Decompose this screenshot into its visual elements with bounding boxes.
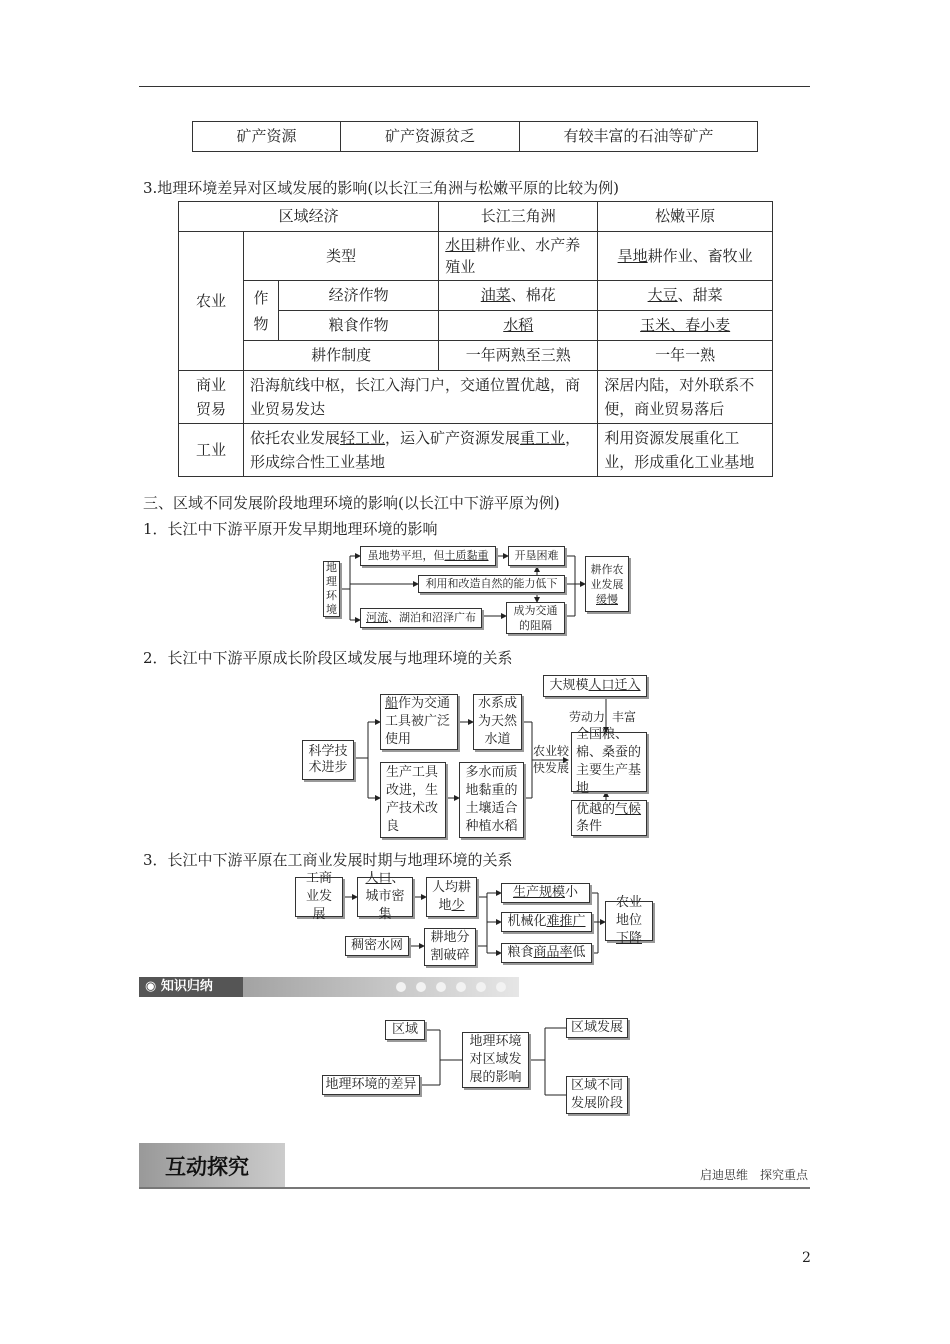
row-trade: 商业 贸易: [179, 371, 244, 424]
grain-b: 玉米、春小麦: [598, 311, 773, 341]
d1-hard-box: 开垦困难: [508, 546, 565, 566]
d1-soil-box: 虽地势平坦，但 土质黏重: [360, 546, 496, 566]
header-songnen: 松嫩平原: [598, 202, 773, 232]
d4-center-box: 地理环境对区域发展的影响: [462, 1032, 529, 1088]
section3-title: 3.地理环境差异对区域发展的影响(以长江三角洲与松嫩平原的比较为例): [143, 179, 620, 197]
banner-dot-icon: [496, 982, 506, 992]
section-header-subtitle: 启迪思维 探究重点: [699, 1168, 808, 1182]
d2-tool-box: 生产工具改进，生产技术改良: [380, 762, 446, 838]
d2-labor-label: 劳动力: [569, 710, 606, 724]
banner-dot-icon: [416, 982, 426, 992]
type-b: 旱地耕作业、畜牧业: [598, 232, 773, 281]
sys-b: 一年一熟: [598, 341, 773, 371]
header-yangtze: 长江三角洲: [439, 202, 598, 232]
grain-a: 水稻: [439, 311, 598, 341]
row-agriculture: 农业: [179, 232, 244, 371]
econ-a: 油菜、棉花: [439, 281, 598, 311]
s1-title: 1．长江中下游平原开发早期地理环境的影响: [143, 520, 438, 538]
banner-dot-icon: [456, 982, 466, 992]
d2-boat-box: 船作为交通工具被广泛使用: [380, 694, 458, 750]
d2-science-box: 科学技术进步: [302, 740, 354, 780]
d1-ability-box: 利用和改造自然的能力低下: [418, 575, 565, 593]
d4-stage-box: 区域不同发展阶段: [566, 1076, 628, 1114]
d2-water-box: 水系成为天然水道: [473, 694, 522, 750]
header-region: 区域经济: [179, 202, 439, 232]
d2-fast-label: 农业较快发展: [533, 744, 570, 775]
d3-land-box: 人均耕地少: [426, 877, 477, 917]
d3-scale-box: 生产规模 小: [501, 883, 590, 903]
page-number: 2: [802, 1250, 811, 1266]
d2-climate-box: 优越的气候条件: [571, 800, 647, 836]
row-farming-system: 耕作制度: [244, 341, 439, 371]
row-grain-crop: 粮食作物: [279, 311, 439, 341]
cell-b: 有较丰富的石油等矿产: [520, 122, 758, 152]
cell-label: 矿产资源: [193, 122, 341, 152]
d3-commerce-box: 工商业发展: [295, 877, 343, 917]
d4-region-box: 区域: [385, 1020, 425, 1040]
d1-river-box: 河流 、湖泊和沼泽广布: [360, 608, 482, 628]
d3-status-box: 农业地位下降: [605, 901, 653, 941]
d2-migration-box: 大规模 人口迁入: [543, 675, 647, 697]
trade-b: 深居内陆，对外联系不便，商业贸易落后: [598, 371, 773, 424]
banner-dot-icon: [436, 982, 446, 992]
industry-b: 利用资源发展重化工业，形成重化工业基地: [598, 424, 773, 477]
section-header-title: 互动探究: [165, 1155, 249, 1179]
d4-diff-box: 地理环境的差异: [322, 1075, 420, 1095]
cell-a: 矿产资源贫乏: [341, 122, 520, 152]
d1-result-box: 耕作农业发展缓慢: [585, 556, 629, 612]
d2-rich-label: 丰富: [612, 710, 637, 724]
section-rule: [139, 1187, 810, 1189]
econ-b: 大豆、甜菜: [598, 281, 773, 311]
d4-dev-box: 区域发展: [566, 1018, 628, 1038]
trade-a: 沿海航线中枢，长江入海门户，交通位置优越，商业贸易发达: [244, 371, 598, 424]
d1-barrier-box: 成为交通的阻隔: [506, 602, 565, 634]
row-crop: 作 物: [244, 281, 279, 341]
d2-soil-box: 多水而质地黏重的土壤适合种植水稻: [459, 762, 524, 838]
part3-title: 三、区域不同发展阶段地理环境的影响(以长江中下游平原为例): [143, 494, 560, 512]
d3-mech-box: 机械化 难推广: [501, 912, 592, 932]
d2-base-box: 全国粮、棉、桑蚕的主要生产基地: [571, 732, 647, 792]
row-econ-crop: 经济作物: [279, 281, 439, 311]
s3-title: 3．长江中下游平原在工商业发展时期与地理环境的关系: [143, 851, 513, 869]
industry-a: 依托农业发展轻工业，运入矿产资源发展重工业，形成综合性工业基地: [244, 424, 598, 477]
sys-a: 一年两熟至三熟: [439, 341, 598, 371]
row-type: 类型: [244, 232, 439, 281]
type-a: 水田耕作业、水产养殖业: [439, 232, 598, 281]
s2-title: 2．长江中下游平原成长阶段区域发展与地理环境的关系: [143, 649, 513, 667]
d3-fragment-box: 耕地分割破碎: [424, 928, 476, 966]
banner-dot-icon: [476, 982, 486, 992]
d3-population-box: 人口、城市密集: [357, 877, 413, 917]
d1-env-box: 地理环境: [323, 561, 340, 617]
banner-dot-icon: [396, 982, 406, 992]
knowledge-banner-label: ◉ 知识归纳: [139, 977, 243, 997]
d3-water-box: 稠密水网: [345, 936, 409, 956]
row-industry: 工业: [179, 424, 244, 477]
d3-grain-box: 粮食 商品率 低: [501, 943, 592, 963]
